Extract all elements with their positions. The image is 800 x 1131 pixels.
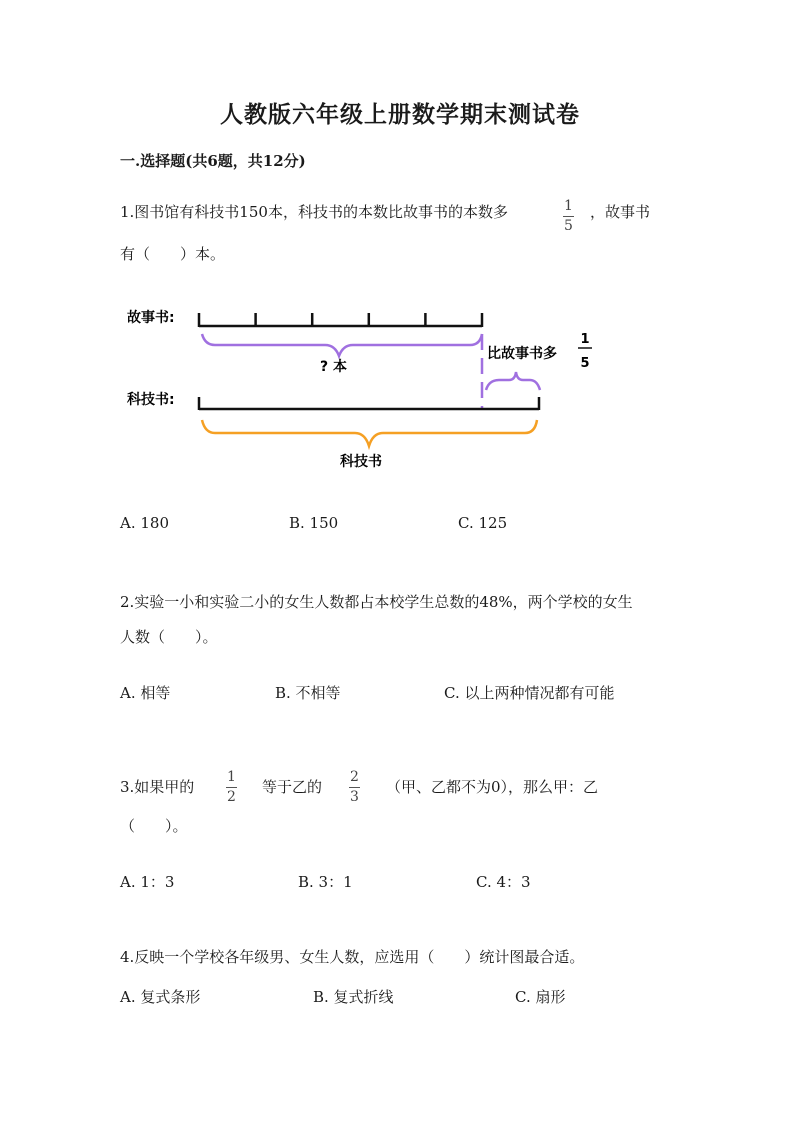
q3-option-b[interactable]: B. 3：1 xyxy=(298,873,353,891)
q3-fraction-2 xyxy=(349,769,360,805)
q3-option-c[interactable]: C. 4：3 xyxy=(476,873,531,891)
q2-text-line2: 人数（ ）。 xyxy=(120,628,218,646)
q1-option-c[interactable]: C. 125 xyxy=(458,514,508,532)
story-book-label: 故事书: xyxy=(127,310,175,326)
unknown-amount-label: ? 本 xyxy=(320,359,347,375)
compare-fraction-numerator: 1 xyxy=(580,332,590,347)
difference-brace xyxy=(486,372,540,390)
science-book-brace xyxy=(202,420,537,446)
q1-text-line2: 有（ ）本。 xyxy=(120,245,226,263)
q2-option-c[interactable]: C. 以上两种情况都有可能 xyxy=(444,684,615,702)
q1-option-a[interactable]: A. 180 xyxy=(120,514,169,532)
q1-option-b[interactable]: B. 150 xyxy=(289,514,339,532)
compare-fraction-denominator: 5 xyxy=(580,356,590,371)
q2-option-b[interactable]: B. 不相等 xyxy=(275,684,341,702)
q4-text-line1: 4.反映一个学校各年级男、女生人数，应选用（ ）统计图最合适。 xyxy=(120,948,585,966)
q1-text-line1: 1.图书馆有科技书150本，科技书的本数比故事书的本数多 xyxy=(120,203,508,221)
q3-fraction-2-numerator: 2 xyxy=(350,769,359,785)
q3-text-part3: （甲、乙都不为0），那么甲：乙 xyxy=(386,778,599,796)
q3-fraction-1 xyxy=(226,769,237,805)
section-heading: 一.选择题(共6题，共12分) xyxy=(120,152,306,170)
q4-option-b[interactable]: B. 复式折线 xyxy=(313,988,394,1006)
fraction-bar xyxy=(226,787,237,788)
science-book-label: 科技书: xyxy=(127,392,175,408)
q4-option-c[interactable]: C. 扇形 xyxy=(515,988,566,1006)
q3-text-line2: （ ）。 xyxy=(120,817,188,835)
page-title: 人教版六年级上册数学期末测试卷 xyxy=(220,101,580,128)
q3-option-a[interactable]: A. 1：3 xyxy=(120,873,175,891)
q2-text-line1: 2.实验一小和实验二小的女生人数都占本校学生总数的48%，两个学校的女生 xyxy=(120,593,633,611)
q1-fraction-numerator: 1 xyxy=(564,198,573,214)
q2-option-a[interactable]: A. 相等 xyxy=(120,684,171,702)
story-book-brace xyxy=(202,334,482,356)
q1-text-line1-end: ，故事书 xyxy=(590,203,651,221)
story-book-segment-line xyxy=(199,313,482,327)
q4-option-a[interactable]: A. 复式条形 xyxy=(120,988,201,1006)
q3-text-part1: 3.如果甲的 xyxy=(120,778,195,796)
q3-fraction-1-numerator: 1 xyxy=(227,769,236,785)
science-book-bottom-label: 科技书 xyxy=(340,454,382,470)
fraction-bar xyxy=(563,216,574,217)
q3-fraction-2-denominator: 3 xyxy=(350,789,359,805)
q1-line-diagram xyxy=(115,290,605,480)
q1-fraction-denominator: 5 xyxy=(564,218,573,234)
q3-fraction-1-denominator: 2 xyxy=(227,789,236,805)
q1-fraction xyxy=(563,198,574,234)
q3-text-part2: 等于乙的 xyxy=(262,778,323,796)
fraction-bar xyxy=(349,787,360,788)
compare-label: 比故事书多 xyxy=(487,346,557,362)
